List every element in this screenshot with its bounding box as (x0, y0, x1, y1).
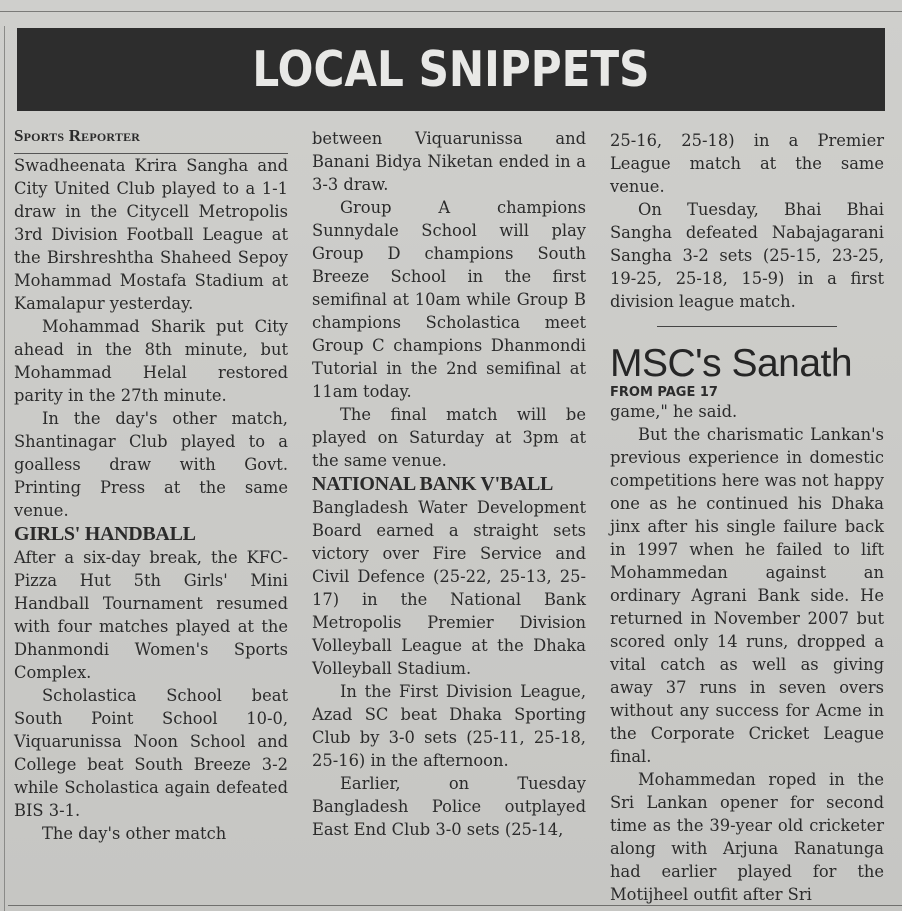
article-paragraph: On Tuesday, Bhai Bhai Sangha defeated Nabajagarani Sangha 3-2 sets (25-15, 23-25, 19-25, 25-18, 15-9) in a first division league match. (610, 200, 884, 311)
article-paragraph: between Viquarunissa and Banani Bidya Niketan ended in a 3-3 draw. (312, 129, 586, 194)
article-paragraph: In the First Division League, Azad SC beat Dhaka Sporting Club by 3-0 sets (25-11, 25-18, 25-16) in the afternoon. (312, 682, 586, 770)
continued-from-label: FROM PAGE 17 (610, 385, 718, 400)
article-paragraph: Mohammedan roped in the Sri Lankan opener for second time as the 39-year old cricketer along with Arjuna Ranatunga had earlier played for the Motijheel outfit after Sri (610, 770, 884, 904)
article-paragraph: The day's other match (42, 824, 227, 843)
article-paragraph: But the charismatic Lankan's previous experience in domestic competitions here was not happy one as he continued his Dhaka jinx after his single failure back in 1997 when he failed to lift Mohammedan against an ordinary Agrani Bank side. He returned in November 2007 but scored only 14 runs, dropped a vital catch as well as giving away 37 runs in seven overs without any success for Acme in the Corporate Cricket League final. (610, 425, 884, 766)
column-1 (14, 124, 288, 845)
section-title: LOCAL SNIPPETS (252, 41, 650, 98)
column-3 (610, 129, 884, 906)
article-paragraph: Earlier, on Tuesday Bangladesh Police outplayed East End Club 3-0 sets (25-14, (312, 774, 586, 839)
article-headline: MSC's Sanath (610, 342, 853, 385)
article-paragraph: The final match will be played on Saturday at 3pm at the same venue. (312, 405, 586, 470)
section-banner (17, 28, 885, 111)
article-paragraph: Swadheenata Krira Sangha and City United Club played to a 1-1 draw in the Citycell Metropolis 3rd Division Football League at the Birshreshtha Shaheed Sepoy Mohammad Mostafa Stadium at Kamalapur yesterday. (14, 156, 288, 313)
article-paragraph: game," he said. (610, 402, 738, 421)
article-paragraph: Group A champions Sunnydale School will play Group D champions South Breeze School in the first semifinal at 10am while Group B champions Scholastica meet Group C champions Dhanmondi Tutorial in the 2nd semifinal at 11am today. (312, 198, 586, 401)
article-paragraph: After a six-day break, the KFC-Pizza Hut 5th Girls' Mini Handball Tournament resumed with four matches played at the Dhanmondi Women's Sports Complex. (14, 548, 288, 682)
article-divider (657, 326, 837, 327)
article-paragraph: Bangladesh Water Development Board earned a straight sets victory over Fire Service and Civil Defence (25-22, 25-13, 25-17) in the National Bank Metropolis Premier Division Volleyball League at the Dhaka Volleyball Stadium. (312, 498, 586, 678)
column-2 (312, 127, 586, 841)
top-rule (0, 11, 902, 12)
article-paragraph: Scholastica School beat South Point School 10-0, Viquarunissa Noon School and College beat South Breeze 3-2 while Scholastica again defeated BIS 3-1. (14, 686, 288, 820)
left-column-rule (4, 26, 5, 911)
subheading-national-bank-vball: NATIONAL BANK V'BALL (312, 473, 554, 495)
article-paragraph: In the day's other match, Shantinagar Club played to a goalless draw with Govt. Printing Press at the same venue. (14, 409, 288, 520)
bottom-rule (8, 905, 902, 906)
article-paragraph: Mohammad Sharik put City ahead in the 8th minute, but Mohammad Helal restored parity in the 27th minute. (14, 317, 288, 405)
byline: Sports Reporter (14, 124, 288, 154)
article-paragraph: 25-16, 25-18) in a Premier League match at the same venue. (610, 131, 884, 196)
subheading-girls-handball: GIRLS' HANDBALL (14, 523, 196, 545)
